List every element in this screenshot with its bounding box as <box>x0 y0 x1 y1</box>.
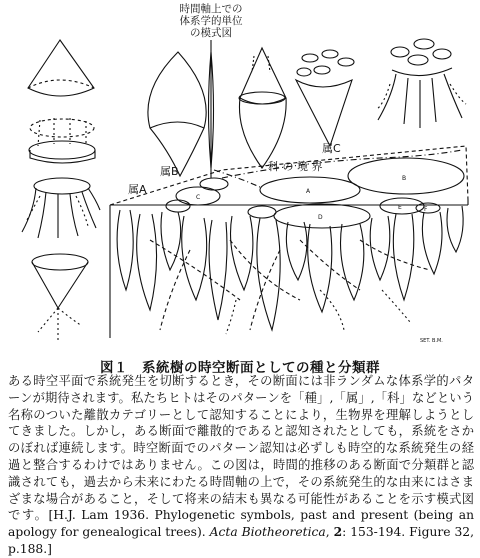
region-label-b: B <box>402 175 407 182</box>
left-unit-inverted-cone <box>32 254 88 340</box>
figure-annotation-time-axis <box>180 2 243 39</box>
region-label-c: C <box>196 194 201 201</box>
annotation-line-3: の模式図 <box>190 27 232 39</box>
fan-unit-top-right <box>376 39 466 128</box>
annotation-line-2: 体系学的単位 <box>179 15 243 27</box>
region-label-a: A <box>306 188 311 195</box>
region-label-e: E <box>398 204 402 211</box>
region-label-d: D <box>318 214 323 221</box>
reference-journal: Acta Biotheoretica <box>209 525 326 540</box>
reference-prefix: [H.J. Lam 1936. Phylogenetic symbols, past and present (being an apology for genealogical trees). <box>8 508 474 540</box>
label-family-boundary: 科 の 境 界 <box>268 160 323 173</box>
left-unit-cylinders <box>29 118 95 163</box>
body-text: ある時空平面で系統発生を切断するとき，その断面には非ランダムな体系学的パターンが期待されます。私たちヒトはそのパターンを「種」,「属」,「科」などという名称のついた離散カテゴリーとして認知することにより，生物界を理解しようとしてきました。しかし，ある断面で離散的であると認知されたとしても，系統をさかのぼれば連続します。時空断面でのパターン認知は必ずしも時空的な系統発生の経過と整合するわけではありません。この図は，時間的推移のある断面で分類群と認識されても，過去から未来にわたる時間軸の上で，その系統発生的な由来にはさまざまな場合があること，そして将来の結末も異なる可能性があることを示す模式図です。 <box>8 374 474 523</box>
label-genus-c: 属C <box>322 142 341 155</box>
cone-with-cylinders-unit <box>239 48 286 168</box>
figure-caption: 図１ 系統樹の時空断面としての種と分類群 <box>100 360 380 376</box>
label-genus-b: 属B <box>160 165 179 178</box>
region-label-f: F <box>424 206 428 213</box>
time-axis-spindle <box>209 40 214 178</box>
label-genus-a: 属A <box>128 183 147 196</box>
spindle-leaf-unit <box>148 52 206 176</box>
reference-volume: 2 <box>333 524 343 540</box>
left-unit-roots <box>22 178 100 238</box>
left-unit-cone <box>28 40 94 96</box>
cylinder-group-cone-unit <box>296 50 354 146</box>
annotation-line-1: 時間軸上での <box>179 3 243 15</box>
body-paragraph: ある時空平面で系統発生を切断するとき，その断面には非ランダムな体系学的パターンが期待されます。私たちヒトはそのパターンを「種」,「属」,「科」などという名称のついた離散カテゴリーとして認知することにより，生物界を理解しようとしてきました。しかし，ある断面で離散的であると認知されたとしても，系統をさかのぼれば連続します。時空断面でのパターン認知は必ずしも時空的な系統発生の経過と整合するわけではありません。この図は，時間的推移のある断面で分類群と認識されても，過去から未来にわたる時間軸の上で，その系統発生的な由来にはさまざまな場合があること，そして将来の結末も異なる可能性があることを示す模式図です。[H.J. Lam 1936. Phylogenetic symbols, past and present (being an apology for genealogical trees). Acta Biotheoretica, 2: 153-194. Figure 32, p.188.] <box>8 374 474 556</box>
reference-suffix: : 153-194. Figure 32, p.188.] <box>8 525 474 556</box>
figure-signature: SET. B.M. <box>420 338 443 344</box>
